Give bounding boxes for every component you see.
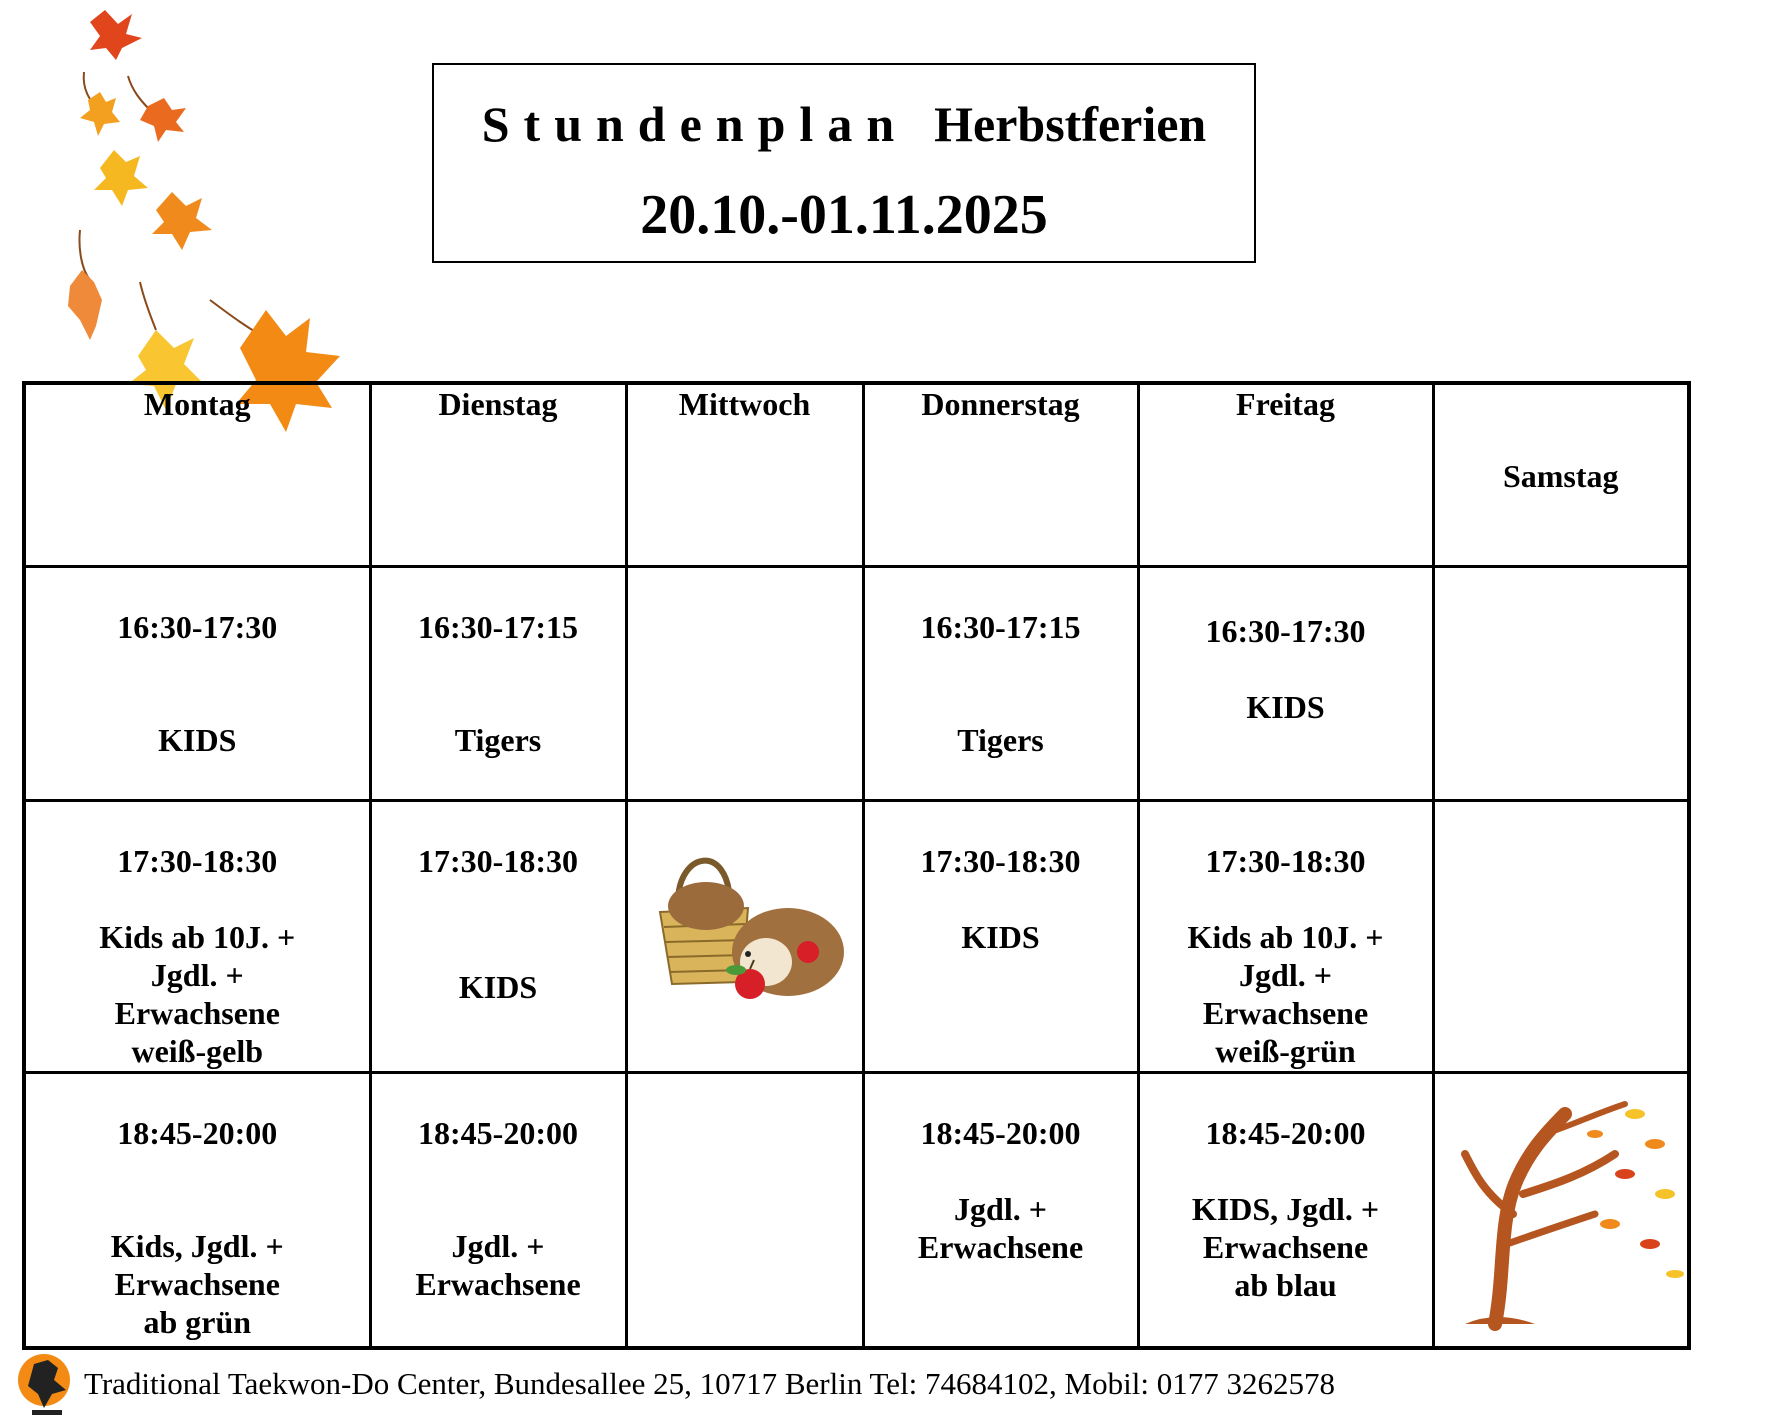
schedule-cell <box>24 1072 370 1348</box>
slot-time: 18:45-20:00 <box>418 1114 578 1151</box>
slot-group-line: Erwachsene <box>1202 994 1369 1031</box>
schedule-table <box>22 381 1691 1350</box>
taekwondo-logo-icon <box>14 1350 78 1418</box>
day-header-samstag: Samstag <box>1433 383 1689 566</box>
schedule-cell <box>1138 566 1433 800</box>
slot-group-line: Kids, Jgdl. + <box>110 1227 284 1264</box>
schedule-cell <box>370 800 626 1072</box>
schedule-cell-empty <box>626 1072 863 1348</box>
slot-group-line: Kids ab 10J. + <box>1187 918 1384 955</box>
schedule-cell-empty <box>626 566 863 800</box>
slot-time: 17:30-18:30 <box>117 842 278 879</box>
day-header-montag: Montag <box>24 383 370 566</box>
table-row <box>24 1072 1689 1348</box>
slot-group-line: Jgdl. + <box>954 1190 1047 1227</box>
slot-time: 16:30-17:30 <box>117 608 278 645</box>
slot-group-line: ab grün <box>143 1303 252 1340</box>
table-row <box>24 800 1689 1072</box>
slot-group: KIDS <box>158 721 237 758</box>
schedule-cell <box>24 566 370 800</box>
slot-group: KIDS <box>961 918 1040 955</box>
title-box <box>432 63 1256 263</box>
slot-group-line: weiß-grün <box>1215 1032 1356 1069</box>
slot-time: 16:30-17:15 <box>418 608 578 645</box>
autumn-leaves-illustration <box>60 0 390 440</box>
footer-contact: Traditional Taekwon-Do Center, Bundesallee 25, 10717 Berlin Tel: 74684102, Mobil: 0177 3262578 <box>84 1366 1335 1401</box>
slot-group-line: Jgdl. + <box>150 956 244 993</box>
day-header-mittwoch: Mittwoch <box>626 383 863 566</box>
hedgehog-basket-illustration <box>648 832 868 1012</box>
slot-group-line: Kids ab 10J. + <box>99 918 296 955</box>
schedule-cell <box>1138 1072 1433 1348</box>
schedule-cell <box>370 1072 626 1348</box>
apple-icon <box>797 941 819 963</box>
slot-time: 17:30-18:30 <box>418 842 578 879</box>
slot-group-line: Erwachsene <box>917 1228 1084 1265</box>
slot-group-line: Erwachsene <box>114 1265 280 1302</box>
slot-group-line: weiß-gelb <box>131 1032 264 1069</box>
slot-time: 16:30-17:15 <box>920 608 1081 645</box>
maple-leaf-icon <box>90 10 142 60</box>
slot-group: KIDS <box>458 968 538 1005</box>
slot-time: 18:45-20:00 <box>1205 1114 1366 1151</box>
windy-tree-illustration <box>1435 1074 1685 1344</box>
slot-group-line: Erwachsene <box>114 994 280 1031</box>
table-header-row <box>24 383 1689 566</box>
slot-group: KIDS <box>1246 688 1325 725</box>
schedule-cell <box>24 800 370 1072</box>
slot-time: 17:30-18:30 <box>1205 842 1366 879</box>
schedule-cell <box>370 566 626 800</box>
schedule-cell-illustration <box>626 800 863 1072</box>
slot-group-line: ab blau <box>1234 1266 1337 1303</box>
title-dates: 20.10.-01.11.2025 <box>640 184 1048 246</box>
slot-group-line: Erwachsene <box>1202 1228 1369 1265</box>
slot-time: 16:30-17:30 <box>1205 612 1366 649</box>
slot-group-line: Jgdl. + <box>1239 956 1332 993</box>
table-row <box>24 566 1689 800</box>
slot-time: 18:45-20:00 <box>920 1114 1081 1151</box>
slot-group: Tigers <box>454 721 542 758</box>
slot-time: 17:30-18:30 <box>920 842 1081 879</box>
schedule-cell <box>863 566 1138 800</box>
page-title <box>434 95 1254 153</box>
title-word-herbstferien: Herbstferien <box>934 96 1207 152</box>
schedule-cell-illustration <box>1433 1072 1689 1348</box>
day-header-freitag: Freitag <box>1138 383 1433 566</box>
slot-group-line: Erwachsene <box>415 1265 581 1302</box>
schedule-cell-empty <box>1433 800 1689 1072</box>
slot-group: Tigers <box>957 721 1044 758</box>
slot-group-line: Jgdl. + <box>451 1227 545 1264</box>
day-header-dienstag: Dienstag <box>370 383 626 566</box>
slot-group-line: KIDS, Jgdl. + <box>1191 1190 1380 1227</box>
schedule-cell <box>863 1072 1138 1348</box>
slot-time: 18:45-20:00 <box>117 1114 278 1151</box>
day-header-donnerstag: Donnerstag <box>863 383 1138 566</box>
title-word-stundenplan: Stundenplan <box>481 96 909 152</box>
schedule-cell <box>863 800 1138 1072</box>
schedule-cell <box>1138 800 1433 1072</box>
schedule-cell-empty <box>1433 566 1689 800</box>
